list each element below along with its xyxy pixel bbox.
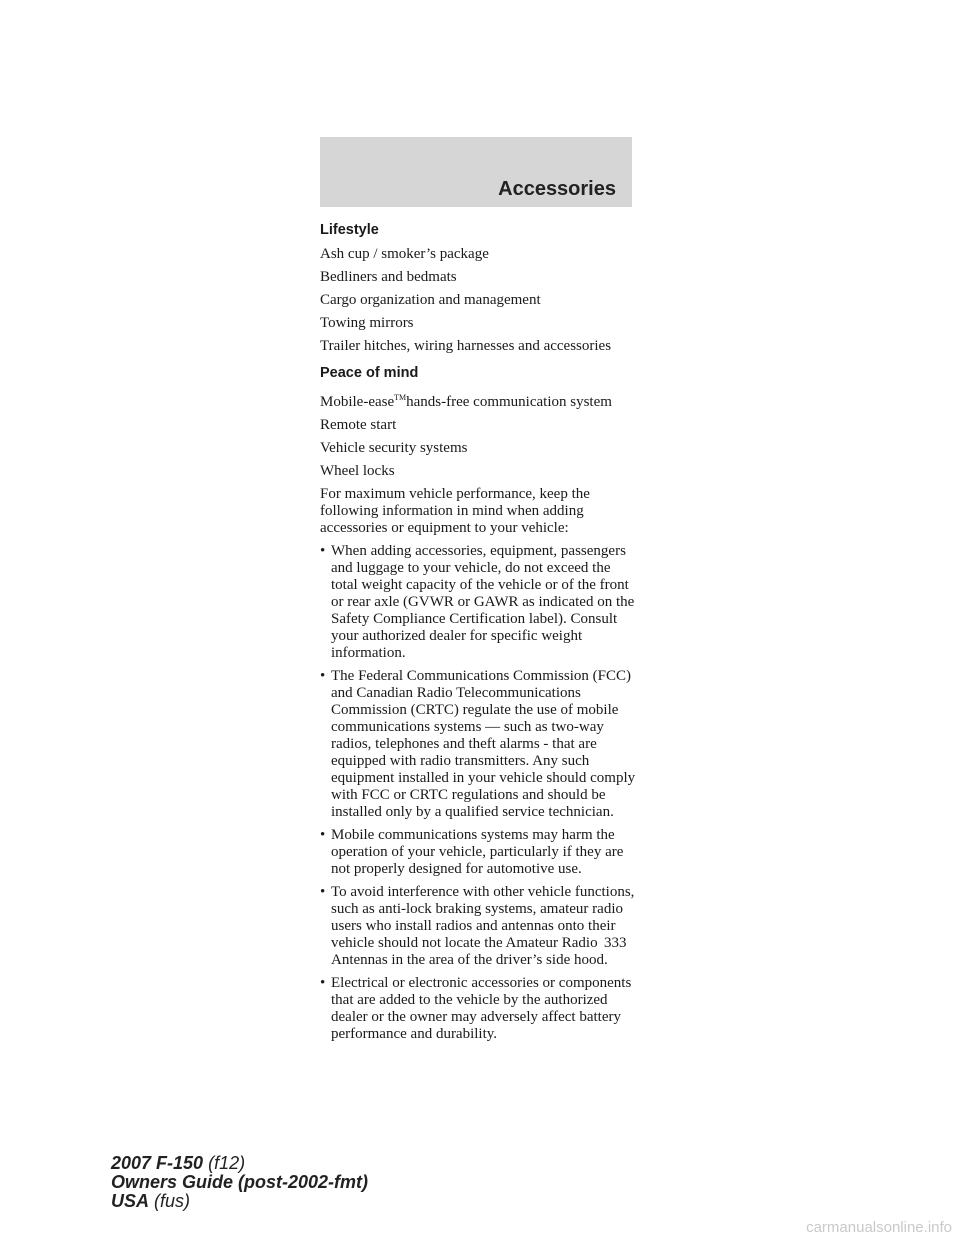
lifestyle-item: Towing mirrors [320, 315, 414, 331]
peace-item: Wheel locks [320, 463, 395, 479]
page-content [320, 222, 636, 1049]
trademark-mark: TM [394, 393, 407, 402]
document-footer [111, 1154, 368, 1211]
lifestyle-item: Ash cup / smoker’s package [320, 246, 489, 262]
list-item [320, 975, 636, 1043]
page-number: 333 [604, 935, 627, 951]
intro-paragraph: For maximum vehicle performance, keep the following information in mind when adding accessories or equipment to your vehicle: [320, 486, 590, 536]
footer-guide: Owners Guide (post-2002-fmt) [111, 1172, 369, 1192]
lifestyle-item: Bedliners and bedmats [320, 269, 457, 285]
footer-model-code: (f12) [208, 1153, 246, 1173]
footer-line-model [111, 1154, 368, 1173]
lifestyle-item: Trailer hitches, wiring harnesses and accessories [320, 338, 612, 354]
section-title: Accessories [498, 178, 616, 200]
list-item [320, 543, 636, 662]
list-item-text: Electrical or electronic accessories or components that are added to the vehicle by the authorized dealer or the owner may adversely affect battery performance and durability. [331, 975, 632, 1042]
bullet-icon: • [320, 884, 326, 900]
list-item [320, 827, 636, 878]
footer-market-code: (fus) [154, 1191, 191, 1211]
list-item-text: To avoid interference with other vehicle functions, such as anti-lock braking systems, amateur radio users who install radios and antennas onto their vehicle should not locate the Amateur Radio Antennas in the area of the driver’s side hood. [331, 884, 635, 968]
peace-of-mind-heading: Peace of mind [320, 365, 419, 381]
lifestyle-item: Cargo organization and management [320, 292, 541, 308]
list-item [320, 668, 636, 821]
bullet-icon: • [320, 827, 326, 843]
lifestyle-heading: Lifestyle [320, 222, 379, 238]
bullet-icon: • [320, 668, 326, 684]
footer-model: 2007 F-150 [111, 1153, 204, 1173]
bullet-icon: • [320, 975, 326, 991]
peace-item: Vehicle security systems [320, 440, 468, 456]
peace-item: Remote start [320, 417, 397, 433]
mobile-ease-description: hands-free communication system [406, 394, 612, 410]
list-item-text: When adding accessories, equipment, passengers and luggage to your vehicle, do not exceed the total weight capacity of the vehicle or of the front or rear axle (GVWR or GAWR as indicated on the Safety Compliance Certification label). Consult your authorized dealer for specific weight information. [331, 543, 635, 661]
section-header-band [320, 137, 632, 207]
peace-item-mobile-ease [320, 389, 636, 411]
footer-line-market [111, 1192, 368, 1211]
bullet-icon: • [320, 543, 326, 559]
watermark-text[interactable]: carmanualsonline.info [806, 1219, 952, 1236]
mobile-ease-name: Mobile-ease [320, 394, 395, 410]
footer-market: USA [111, 1191, 150, 1211]
bullet-list [320, 543, 636, 1043]
list-item [320, 884, 636, 969]
list-item-text: Mobile communications systems may harm the operation of your vehicle, particularly if they are not properly designed for automotive use. [331, 827, 624, 877]
list-item-text: The Federal Communications Commission (FCC) and Canadian Radio Telecommunications Commission (CRTC) regulate the use of mobile communications systems — such as two-way radios, telephones and theft alarms - that are equipped with radio transmitters. Any such equipment installed in your vehicle should comply with FCC or CRTC regulations and should be installed only by a qualified service technician. [331, 668, 636, 820]
